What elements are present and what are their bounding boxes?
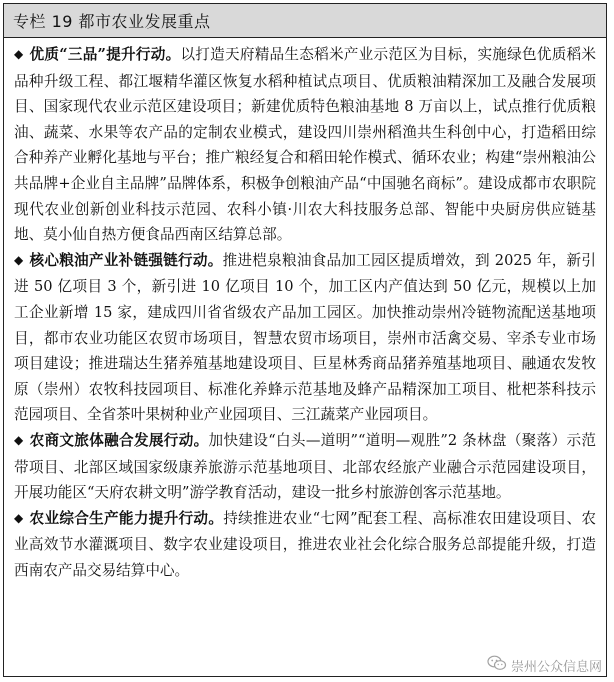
item-heading: 优质“三品”提升行动。 <box>29 46 181 63</box>
list-item <box>14 506 596 584</box>
watermark <box>485 655 604 675</box>
wechat-icon <box>487 655 507 675</box>
list-item <box>14 42 596 248</box>
watermark-text: 崇州公众信息网 <box>510 659 602 675</box>
diamond-bullet-icon: ◆ <box>14 432 24 447</box>
item-text: 加快建设“白头—道明”“道明—观胜”2 条林盘（聚落）示范带项目、北部区域国家级康养旅游示范基地项目、北部农经旅产业融合示范园建设项目，开展功能区“天府农耕文明”游学教育活动，建设一批乡村旅游创客示范基地。 <box>14 431 596 502</box>
diamond-bullet-icon: ◆ <box>14 510 24 525</box>
item-heading: 核心粮油产业补链强链行动。 <box>29 251 223 269</box>
list-item <box>14 248 596 428</box>
list-item <box>14 428 596 506</box>
diamond-bullet-icon: ◆ <box>14 252 24 267</box>
column-box <box>3 3 607 677</box>
item-heading: 农业综合生产能力提升行动。 <box>29 509 224 527</box>
item-text: 推进桤泉粮油食品加工园区提质增效，到 2025 年，新引进 50 亿项目 3 个，新引进 10 亿项目 10 个，加工区内产值达到 50 亿元，规模以上加工企业新增 15 家，建成四川省省级农产品加工园区。加快推动崇州冷链物流配送基地项目，都市农业功能区农贸市场项目，智慧农贸市场项目，崇州市活禽交易、宰杀专业市场项目建设；推进瑞达生猪养殖基地建设项目、巨星林秀商品猪养殖基地项目、融通农发牧原（崇州）农牧科技园项目、标准化养蜂示范基地及蜂产品精深加工项目、枇杷茶科技示范园项目、全省茶叶果树种业产业园项目、三江蔬菜产业园项目。 <box>14 251 596 424</box>
diamond-bullet-icon: ◆ <box>14 47 24 61</box>
item-text: 持续推进农业“七网”配套工程、高标准农田建设项目、农业高效节水灌溉项目、数字农业建设项目，推进农业社会化综合服务总部提能升级，打造西南农产品交易结算中心。 <box>14 509 596 579</box>
column-content <box>4 38 606 583</box>
item-text: 以打造天府精品生态稻米产业示范区为目标，实施绿色优质稻米品种升级工程、都江堰精华灌区恢复水稻种植试点项目、优质粮油精深加工及融合发展项目、国家现代农业示范区建设项目；新建优质特色粮油基地 8 万亩以上，试点推行优质粮油、蔬菜、水果等农产品的定制农业模式，建设四川崇州稻渔共生科创中心，打造稻田综合种养产业孵化基地与平台；推广粮经复合和稻田轮作模式、循环农业；构建“崇州粮油公共品牌+企业自主品牌”品牌体系，积极争创粮油产品“中国驰名商标”。建设成都市农职院现代农业创新创业科技示范园、农科小镇·川农大科技服务总部、智能中央厨房供应链基地、莫小仙自热方便食品西南区结算总部。 <box>14 46 596 244</box>
item-heading: 农商文旅体融合发展行动。 <box>29 431 209 449</box>
column-title: 专栏 19 都市农业发展重点 <box>13 12 211 31</box>
column-header <box>4 4 606 38</box>
